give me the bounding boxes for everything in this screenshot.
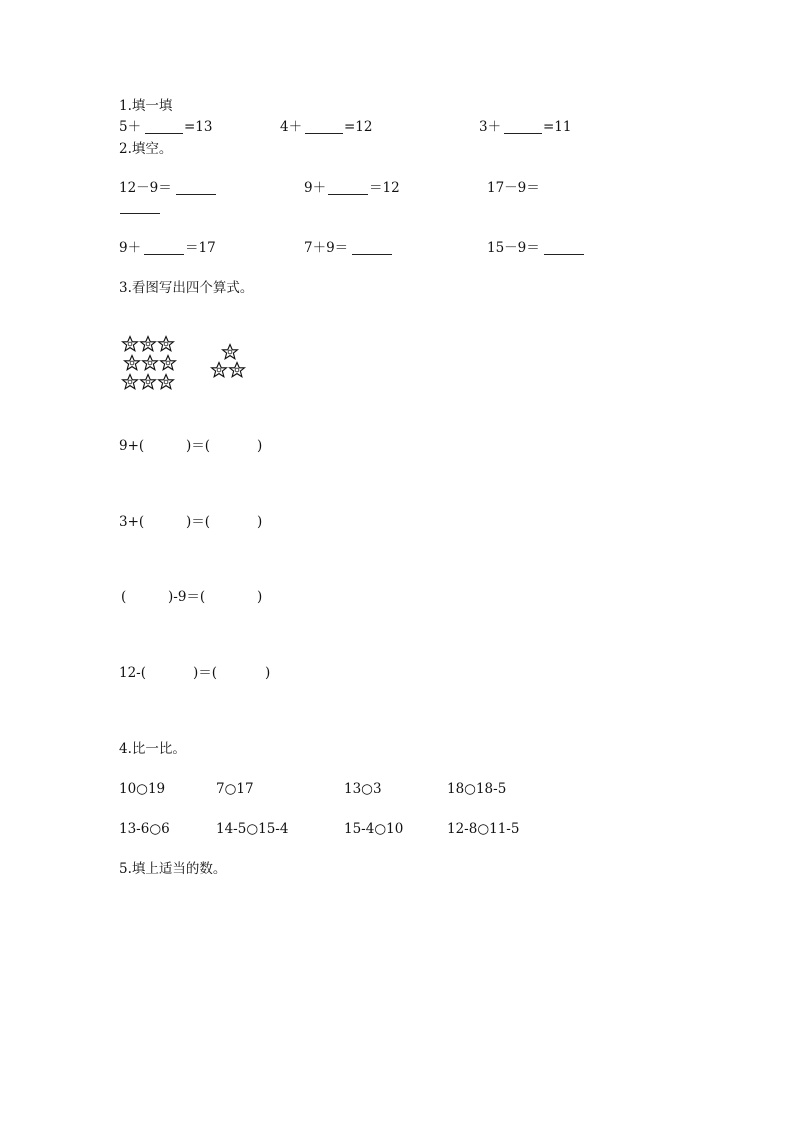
- q4-r1-item-4: 18○18-5: [447, 781, 507, 797]
- star-icon: [157, 373, 175, 391]
- q2-r1-item-3: 17－9＝: [487, 180, 540, 196]
- q1-item-3-prefix: 3＋: [479, 119, 502, 135]
- q4-r2-item-2: 14-5○15-4: [216, 821, 289, 837]
- q1-item-2-blank[interactable]: [305, 133, 343, 134]
- q1-title: 1.填一填: [119, 98, 173, 114]
- star-icon: [123, 354, 141, 372]
- q2-r1-item-1: 12－9＝: [119, 180, 172, 196]
- q3-title: 3.看图写出四个算式。: [119, 280, 254, 296]
- star-icon: [210, 361, 228, 379]
- q2-r2-item-3: 15－9＝: [487, 240, 540, 256]
- star-icon: [221, 343, 239, 361]
- q2-r1-item-1-blank[interactable]: [176, 194, 216, 195]
- q1-item-1-suffix: =13: [184, 119, 213, 135]
- q3-eq4-mid: )＝(: [193, 665, 218, 681]
- star-icon: [228, 361, 246, 379]
- q2-r2-item-2: 7＋9＝: [304, 240, 349, 256]
- star-icon: [159, 354, 177, 372]
- q3-eq1-left: 9+(: [119, 438, 145, 454]
- q1-item-3-suffix: =11: [543, 119, 572, 135]
- q3-eq4-right: ): [265, 665, 271, 681]
- star-icon: [141, 354, 159, 372]
- star-icon: [139, 335, 157, 353]
- q2-r2-item-2-blank[interactable]: [352, 254, 392, 255]
- q1-item-3-blank[interactable]: [504, 133, 542, 134]
- q4-r2-item-1: 13-6○6: [119, 821, 170, 837]
- star-icon: [121, 335, 139, 353]
- q4-r2-item-3: 15-4○10: [344, 821, 404, 837]
- q1-item-1-blank[interactable]: [145, 133, 183, 134]
- q1-item-2-prefix: 4＋: [280, 119, 303, 135]
- q4-r1-item-2: 7○17: [216, 781, 254, 797]
- q4-r1-item-1: 10○19: [119, 781, 166, 797]
- q2-title: 2.填空。: [119, 141, 173, 157]
- q5-title: 5.填上适当的数。: [119, 861, 227, 877]
- q2-r2-item-1-blank[interactable]: [144, 254, 184, 255]
- q3-eq3-right: ): [257, 589, 263, 605]
- q2-r1-item-2-suffix: ＝12: [369, 180, 400, 196]
- star-icon: [157, 335, 175, 353]
- star-group-left: [121, 335, 183, 392]
- q3-eq3-left: (: [121, 589, 127, 605]
- q4-r2-item-4: 12-8○11-5: [447, 821, 520, 837]
- star-icon: [121, 373, 139, 391]
- star-icon: [139, 373, 157, 391]
- q3-eq2-right: ): [257, 514, 263, 530]
- q3-eq4-left: 12-(: [119, 665, 147, 681]
- q1-item-2-suffix: =12: [344, 119, 373, 135]
- q4-title: 4.比一比。: [119, 741, 186, 757]
- q2-r2-item-1-prefix: 9＋: [119, 240, 142, 256]
- star-group-right: [210, 343, 252, 379]
- q3-eq3-mid: )-9＝(: [168, 589, 206, 605]
- q4-r1-item-3: 13○3: [344, 781, 382, 797]
- q1-item-1-prefix: 5＋: [119, 119, 142, 135]
- q2-r1-item-2-prefix: 9＋: [304, 180, 327, 196]
- q3-eq2-mid: )＝(: [186, 514, 211, 530]
- q2-r1-item-2-blank[interactable]: [328, 194, 368, 195]
- q3-eq1-right: ): [257, 438, 263, 454]
- q3-eq1-mid: )＝(: [186, 438, 211, 454]
- q2-r1-item-3-blank[interactable]: [120, 213, 160, 214]
- q3-eq2-left: 3+(: [119, 514, 145, 530]
- q2-r2-item-1-suffix: ＝17: [185, 240, 216, 256]
- q2-r2-item-3-blank[interactable]: [544, 254, 584, 255]
